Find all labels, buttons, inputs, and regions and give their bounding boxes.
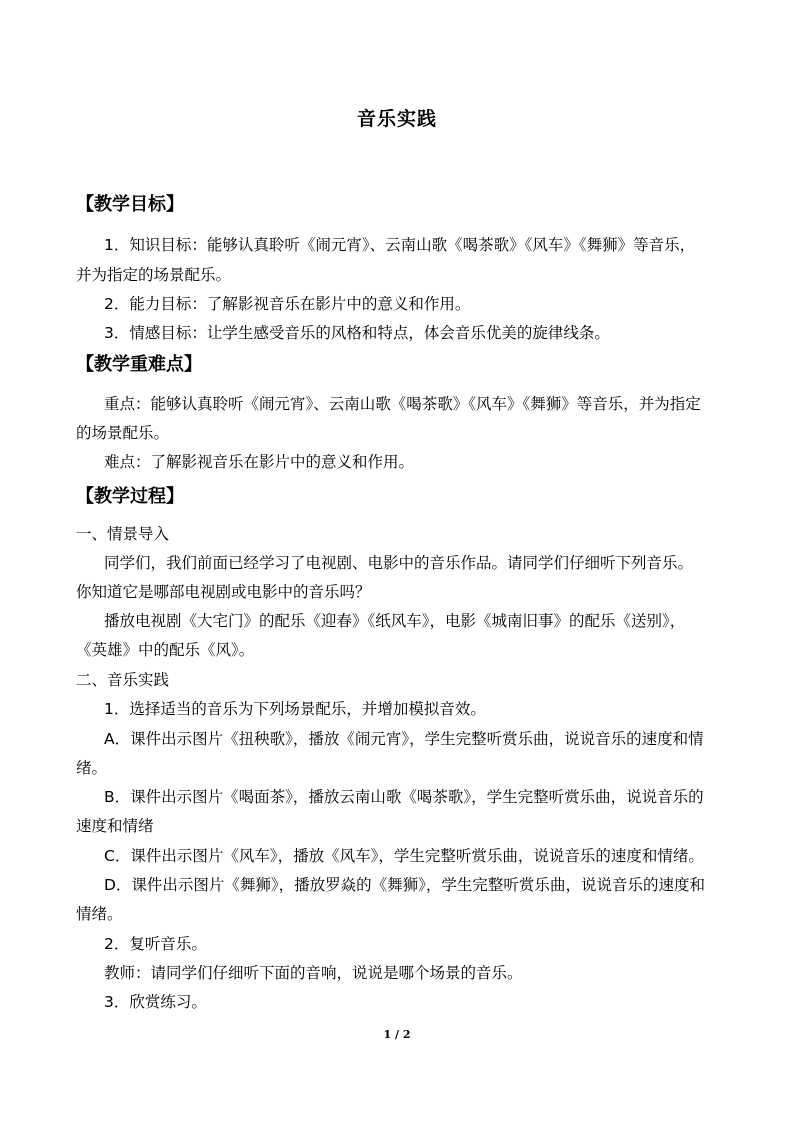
practice-item-a-line-1: A．课件出示图片《扭秧歌》，播放《闹元宵》，学生完整听赏乐曲，说说音乐的速度和情 bbox=[104, 730, 704, 748]
part-1-paragraph-1-line-2: 你知道它是哪部电视剧或电影中的音乐吗？ bbox=[76, 583, 371, 601]
difficult-point: 难点：了解影视音乐在影片中的意义和作用。 bbox=[104, 453, 415, 471]
practice-item-1: 1．选择适当的音乐为下列场景配乐，并增加模拟音效。 bbox=[104, 700, 486, 718]
page-number: 1 / 2 bbox=[383, 1028, 411, 1041]
page-title: 音乐实践 bbox=[356, 108, 437, 130]
part-1-paragraph-2-line-2: 《英雄》中的配乐《风》。 bbox=[76, 641, 255, 659]
teacher-instruction: 教师：请同学们仔细听下面的音响，说说是哪个场景的音乐。 bbox=[104, 964, 523, 982]
practice-item-b-line-2: 速度和情绪 bbox=[76, 817, 154, 835]
goal-1-line-1: 1．知识目标：能够认真聆听《闹元宵》、云南山歌《喝茶歌》《风车》《舞狮》等音乐， bbox=[104, 236, 696, 254]
part-1-paragraph-2-line-1: 播放电视剧《大宅门》的配乐《迎春》《纸风车》，电影《城南旧事》的配乐《送别》， bbox=[104, 612, 686, 630]
section-heading-goals: 【教学目标】 bbox=[76, 194, 184, 215]
practice-item-d-line-2: 情绪。 bbox=[76, 905, 123, 923]
key-point-line-1: 重点：能够认真聆听《闹元宵》、云南山歌《喝茶歌》《风车》《舞狮》等音乐，并为指定 bbox=[104, 395, 701, 413]
goal-1-line-2: 并为指定的场景配乐。 bbox=[76, 266, 232, 284]
practice-item-3: 3．欣赏练习。 bbox=[104, 993, 207, 1011]
goal-3: 3．情感目标：让学生感受音乐的风格和特点，体会音乐优美的旋律线条。 bbox=[104, 324, 610, 342]
practice-item-c: C．课件出示图片《风车》，播放《风车》，学生完整听赏乐曲，说说音乐的速度和情绪。 bbox=[104, 847, 704, 865]
section-heading-key-points: 【教学重难点】 bbox=[76, 354, 202, 375]
practice-item-d-line-1: D．课件出示图片《舞狮》，播放罗焱的《舞狮》，学生完整听赏乐曲，说说音乐的速度和 bbox=[104, 876, 705, 894]
part-1-title: 一、情景导入 bbox=[76, 525, 170, 543]
part-1-paragraph-1-line-1: 同学们，我们前面已经学习了电视剧、电影中的音乐作品。请同学们仔细听下列音乐。 bbox=[104, 554, 694, 572]
key-point-line-2: 的场景配乐。 bbox=[76, 424, 170, 442]
part-2-title: 二、音乐实践 bbox=[76, 671, 170, 689]
practice-item-a-line-2: 绪。 bbox=[76, 759, 108, 777]
section-heading-process: 【教学过程】 bbox=[76, 486, 184, 507]
practice-item-2: 2．复听音乐。 bbox=[104, 935, 207, 953]
goal-2: 2．能力目标：了解影视音乐在影片中的意义和作用。 bbox=[104, 295, 471, 313]
practice-item-b-line-1: B．课件出示图片《喝面茶》，播放云南山歌《喝茶歌》，学生完整听赏乐曲，说说音乐的 bbox=[104, 788, 704, 806]
